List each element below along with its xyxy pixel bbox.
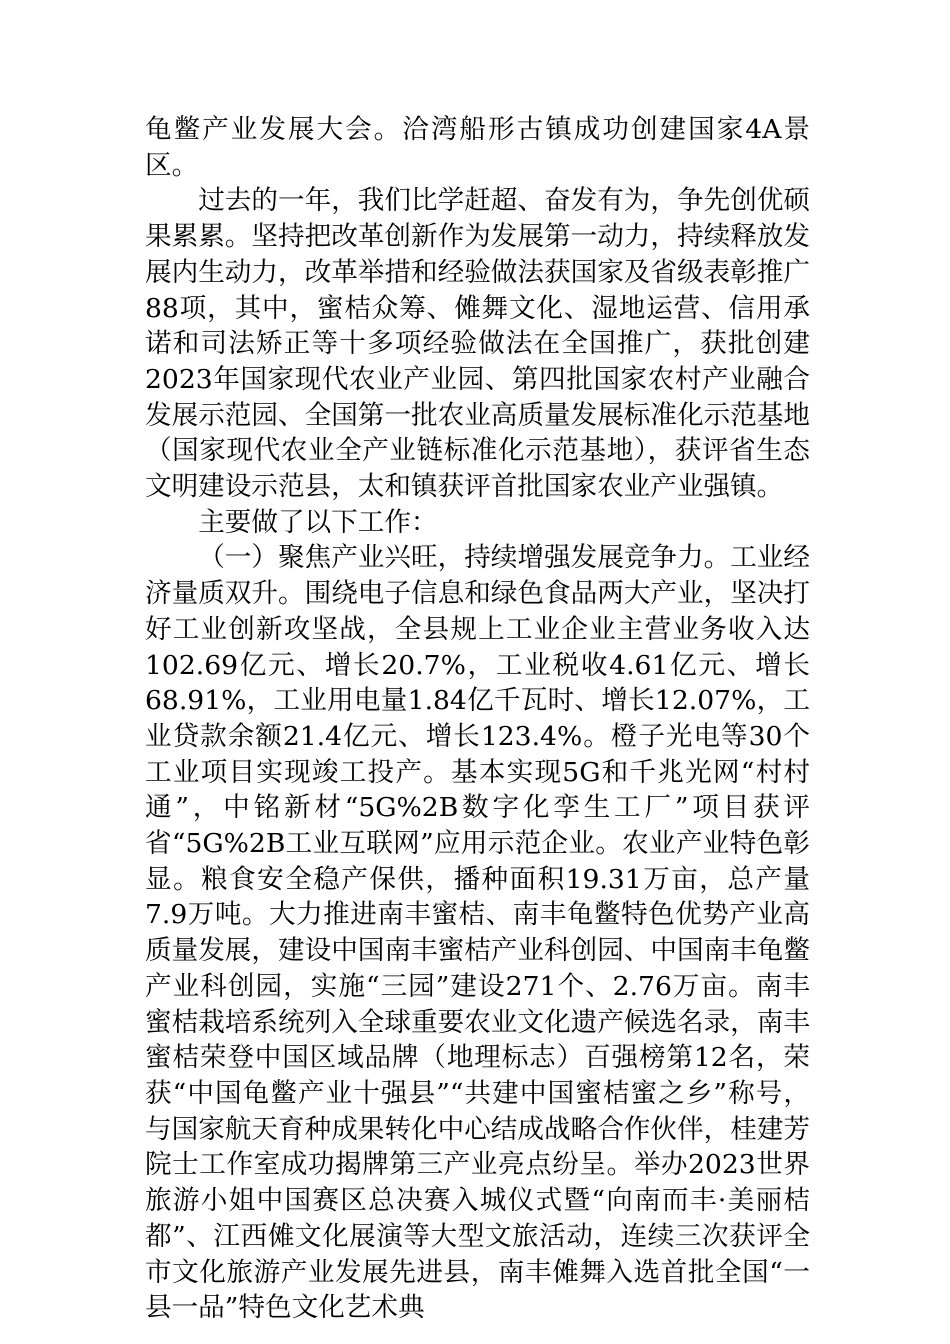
document-page (145, 112, 810, 1326)
paragraph-1: 龟鳖产业发展大会。洽湾船形古镇成功创建国家4A景区。 (145, 114, 810, 181)
paragraph-2: 过去的一年，我们比学赶超、奋发有为，争先创优硕果累累。坚持把改革创新作为发展第一动力，持续释放发展内生动力，改革举措和经验做法获国家及省级表彰推广88项，其中，蜜桔众筹、傩舞文化、湿地运营、信用承诺和司法矫正等十多项经验做法在全国推广，获批创建2023年国家现代农业产业园、第四批国家农村产业融合发展示范园、全国第一批农业高质量发展标准化示范基地（国家现代农业全产业链标准化示范基地），获评省生态文明建设示范县，太和镇获评首批国家农业产业强镇。 (145, 185, 810, 503)
paragraph-4: （一）聚焦产业兴旺，持续增强发展竞争力。工业经济量质双升。围绕电子信息和绿色食品两大产业，坚决打好工业创新攻坚战，全县规上工业企业主营业务收入达102.69亿元、增长20.7%，工业税收4.61亿元、增长68.91%，工业用电量1.84亿千瓦时、增长12.07%，工业贷款余额21.4亿元、增长123.4%。橙子光电等30个工业项目实现竣工投产。基本实现5G和千兆光网“村村通”，中铭新材“5G%2B数字化孪生工厂”项目获评省“5G%2B工业互联网”应用示范企业。农业产业特色彰显。粮食安全稳产保供，播种面积19.31万亩，总产量7.9万吨。大力推进南丰蜜桔、南丰龟鳖特色优势产业高质量发展，建设中国南丰蜜桔产业科创园、中国南丰龟鳖产业科创园，实施“三园”建设271个、2.76万亩。南丰蜜桔栽培系统列入全球重要农业文化遗产候选名录，南丰蜜桔荣登中国区域品牌（地理标志）百强榜第12名，荣获“中国龟鳖产业十强县”“共建中国蜜桔蜜之乡”称号，与国家航天育种成果转化中心结成战略合作伙伴，桂建芳院士工作室成功揭牌第三产业亮点纷呈。举办2023世界旅游小姐中国赛区总决赛入城仪式暨“向南而丰·美丽桔都”、江西傩文化展演等大型文旅活动，连续三次获评全市文化旅游产业发展先进县，南丰傩舞入选首批全国“一县一品”特色文化艺术典 (145, 542, 810, 1324)
paragraph-3: 主要做了以下工作： (198, 506, 438, 538)
